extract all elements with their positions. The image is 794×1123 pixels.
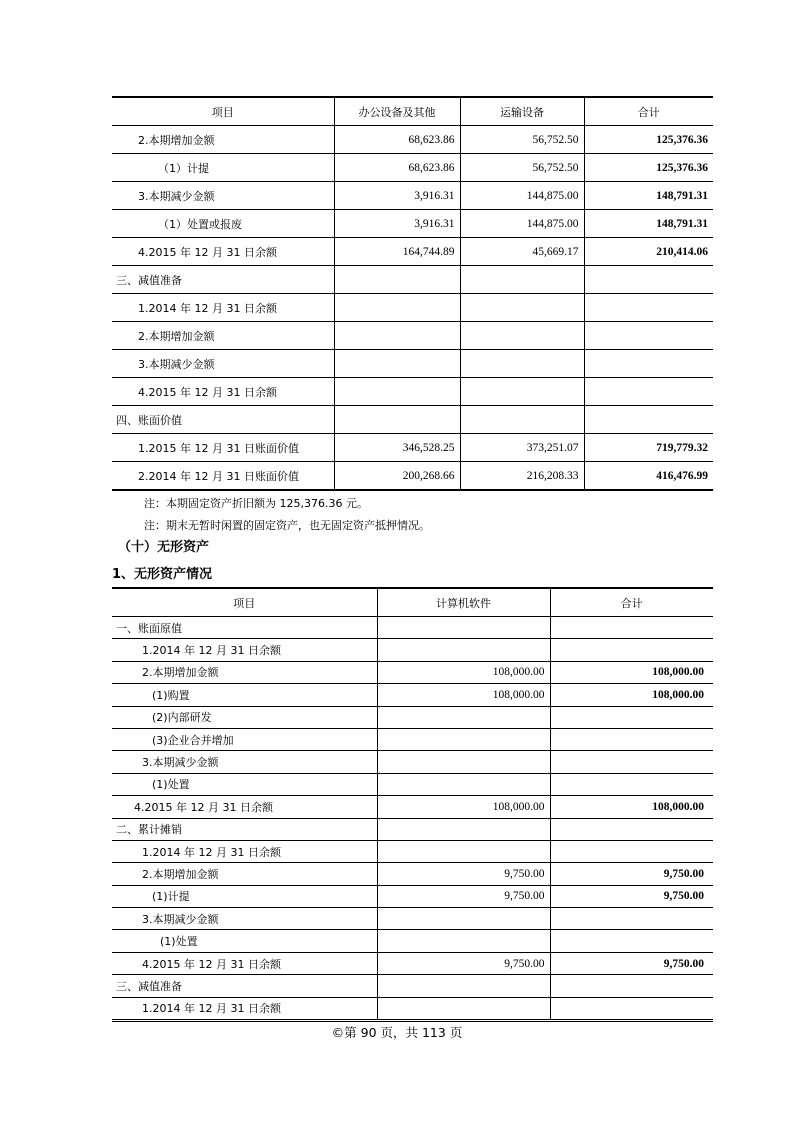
table-row <box>112 840 713 862</box>
intangible-assets-table-body <box>112 617 713 1021</box>
total-value <box>550 728 713 750</box>
transport-equipment-value: 144,875.00 <box>460 182 584 210</box>
office-equipment-value <box>334 350 460 378</box>
transport-equipment-value: 373,251.07 <box>460 434 584 462</box>
header-transport-equipment: 运输设备 <box>460 97 584 126</box>
header-total: 合计 <box>584 97 713 126</box>
transport-equipment-value: 56,752.50 <box>460 154 584 182</box>
total-value: 108,000.00 <box>550 684 713 706</box>
total-value <box>584 294 713 322</box>
transport-equipment-value: 56,752.50 <box>460 126 584 154</box>
transport-equipment-value <box>460 322 584 350</box>
total-value <box>550 706 713 728</box>
total-value <box>550 930 713 952</box>
transport-equipment-value <box>460 294 584 322</box>
row-label: (3)企业合并增加 <box>112 728 377 750</box>
transport-equipment-value <box>460 406 584 434</box>
fixed-assets-table <box>112 96 713 491</box>
row-label: 1.2014 年 12 月 31 日余额 <box>142 1002 281 1016</box>
table-row <box>112 997 713 1020</box>
total-value: 719,779.32 <box>584 434 713 462</box>
computer-software-value: 9,750.00 <box>377 952 550 974</box>
fixed-assets-table-body <box>112 126 713 491</box>
table-row <box>112 378 713 406</box>
transport-equipment-value: 144,875.00 <box>460 210 584 238</box>
row-label: （1）计提 <box>112 154 334 182</box>
row-label: 一、账面原值 <box>112 617 377 639</box>
office-equipment-value <box>334 322 460 350</box>
row-label: 4.2015 年 12 月 31 日余额 <box>112 378 334 406</box>
header-item: 项目 <box>112 97 334 126</box>
row-label: (1)处置 <box>112 930 377 952</box>
transport-equipment-value: 216,208.33 <box>460 462 584 491</box>
subsection-title: 1、无形资产情况 <box>112 567 213 582</box>
computer-software-value: 108,000.00 <box>377 661 550 683</box>
office-equipment-value <box>334 378 460 406</box>
table-row <box>112 126 713 154</box>
table-header-row <box>112 588 713 617</box>
computer-software-value <box>377 930 550 952</box>
computer-software-value <box>377 975 550 997</box>
table-row <box>112 684 713 706</box>
computer-software-value <box>377 728 550 750</box>
row-label: (1)购置 <box>112 684 377 706</box>
row-label: 2.本期增加金额 <box>112 322 334 350</box>
office-equipment-value: 200,268.66 <box>334 462 460 491</box>
office-equipment-value: 3,916.31 <box>334 182 460 210</box>
table-row <box>112 908 713 930</box>
header-item: 项目 <box>112 588 377 617</box>
table-row <box>112 294 713 322</box>
computer-software-value: 9,750.00 <box>377 885 550 907</box>
intangible-assets-table <box>112 587 713 1022</box>
total-value <box>584 266 713 294</box>
computer-software-value: 108,000.00 <box>377 796 550 818</box>
computer-software-value <box>377 617 550 639</box>
computer-software-value <box>377 908 550 930</box>
computer-software-value <box>377 773 550 795</box>
table-row <box>112 210 713 238</box>
computer-software-value: 9,750.00 <box>377 863 550 885</box>
row-label: 4.2015 年 12 月 31 日余额 <box>112 952 377 974</box>
row-label: 1.2015 年 12 月 31 日账面价值 <box>112 434 334 462</box>
total-value <box>550 639 713 661</box>
office-equipment-value: 68,623.86 <box>334 126 460 154</box>
row-label: 1.2014 年 12 月 31 日余额 <box>112 294 334 322</box>
table-row <box>112 434 713 462</box>
total-value: 9,750.00 <box>550 885 713 907</box>
document-page <box>112 96 713 1022</box>
table-row <box>112 182 713 210</box>
table-row <box>112 706 713 728</box>
table-row <box>112 863 713 885</box>
office-equipment-value: 68,623.86 <box>334 154 460 182</box>
total-value <box>550 617 713 639</box>
table-row <box>112 751 713 773</box>
total-value: 125,376.36 <box>584 154 713 182</box>
table-row <box>112 952 713 974</box>
total-value: 9,750.00 <box>550 952 713 974</box>
total-value <box>550 773 713 795</box>
computer-software-value <box>377 818 550 840</box>
row-label: 四、账面价值 <box>112 406 334 434</box>
computer-software-value <box>377 639 550 661</box>
office-equipment-value: 3,916.31 <box>334 210 460 238</box>
office-equipment-value: 346,528.25 <box>334 434 460 462</box>
row-label: （1）处置或报废 <box>112 210 334 238</box>
table-header-row <box>112 97 713 126</box>
office-equipment-value: 164,744.89 <box>334 238 460 266</box>
section-title: （十）无形资产 <box>118 540 210 555</box>
total-value: 108,000.00 <box>550 796 713 818</box>
table-row <box>112 406 713 434</box>
row-label: 1.2014 年 12 月 31 日余额 <box>112 840 377 862</box>
table-row <box>112 661 713 683</box>
row-label: 2.本期增加金额 <box>112 126 334 154</box>
table-row <box>112 322 713 350</box>
table-row <box>112 885 713 907</box>
table-row <box>112 617 713 639</box>
transport-equipment-value <box>460 378 584 406</box>
row-label: 2.2014 年 12 月 31 日账面价值 <box>138 469 299 483</box>
table-row <box>112 154 713 182</box>
total-value <box>584 378 713 406</box>
total-value <box>584 322 713 350</box>
table-row <box>112 773 713 795</box>
depreciation-note: 注：本期固定资产折旧额为 125,376.36 元。 <box>144 497 368 510</box>
office-equipment-value <box>334 266 460 294</box>
row-label: 2.本期增加金额 <box>112 661 377 683</box>
row-label: 三、减值准备 <box>112 975 377 997</box>
total-value <box>550 975 713 997</box>
row-label: (1)处置 <box>112 773 377 795</box>
row-label: 4.2015 年 12 月 31 日余额 <box>112 238 334 266</box>
transport-equipment-value <box>460 350 584 378</box>
office-equipment-value <box>334 406 460 434</box>
computer-software-value <box>377 706 550 728</box>
total-value <box>550 997 713 1020</box>
row-label: 三、减值准备 <box>112 266 334 294</box>
table-row <box>112 796 713 818</box>
total-value <box>550 751 713 773</box>
office-equipment-value <box>334 294 460 322</box>
total-value: 148,791.31 <box>584 182 713 210</box>
table-row <box>112 728 713 750</box>
computer-software-value <box>377 840 550 862</box>
row-label: 4.2015 年 12 月 31 日余额 <box>112 796 377 818</box>
row-label: 二、累计摊销 <box>112 818 377 840</box>
total-value <box>584 406 713 434</box>
transport-equipment-value <box>460 266 584 294</box>
row-label: 3.本期减少金额 <box>112 751 377 773</box>
row-label: 3.本期减少金额 <box>112 908 377 930</box>
row-label: 2.本期增加金额 <box>112 863 377 885</box>
total-value <box>584 350 713 378</box>
row-label: 1.2014 年 12 月 31 日余额 <box>112 639 377 661</box>
total-value: 125,376.36 <box>584 126 713 154</box>
computer-software-value: 108,000.00 <box>377 684 550 706</box>
total-value: 148,791.31 <box>584 210 713 238</box>
transport-equipment-value: 45,669.17 <box>460 238 584 266</box>
total-value <box>550 908 713 930</box>
idle-assets-note: 注：期末无暂时闲置的固定资产，也无固定资产抵押情况。 <box>144 519 430 532</box>
table-row <box>112 818 713 840</box>
table-row <box>112 930 713 952</box>
header-total: 合计 <box>550 588 713 617</box>
row-label: (1)计提 <box>112 885 377 907</box>
total-value: 210,414.06 <box>584 238 713 266</box>
table-row <box>112 266 713 294</box>
page-footer: ©第 90 页，共 113 页 <box>331 1025 463 1040</box>
row-label: 3.本期减少金额 <box>112 182 334 210</box>
row-label: (2)内部研发 <box>112 706 377 728</box>
computer-software-value <box>377 751 550 773</box>
total-value: 416,476.99 <box>584 462 713 491</box>
table-row <box>112 462 713 491</box>
total-value <box>550 840 713 862</box>
header-computer-software: 计算机软件 <box>377 588 550 617</box>
row-label: 3.本期减少金额 <box>112 350 334 378</box>
table-row <box>112 238 713 266</box>
table-row <box>112 975 713 997</box>
computer-software-value <box>377 997 550 1020</box>
table-row <box>112 350 713 378</box>
total-value <box>550 818 713 840</box>
total-value: 9,750.00 <box>550 863 713 885</box>
header-office-equipment: 办公设备及其他 <box>334 97 460 126</box>
table-row <box>112 639 713 661</box>
total-value: 108,000.00 <box>550 661 713 683</box>
